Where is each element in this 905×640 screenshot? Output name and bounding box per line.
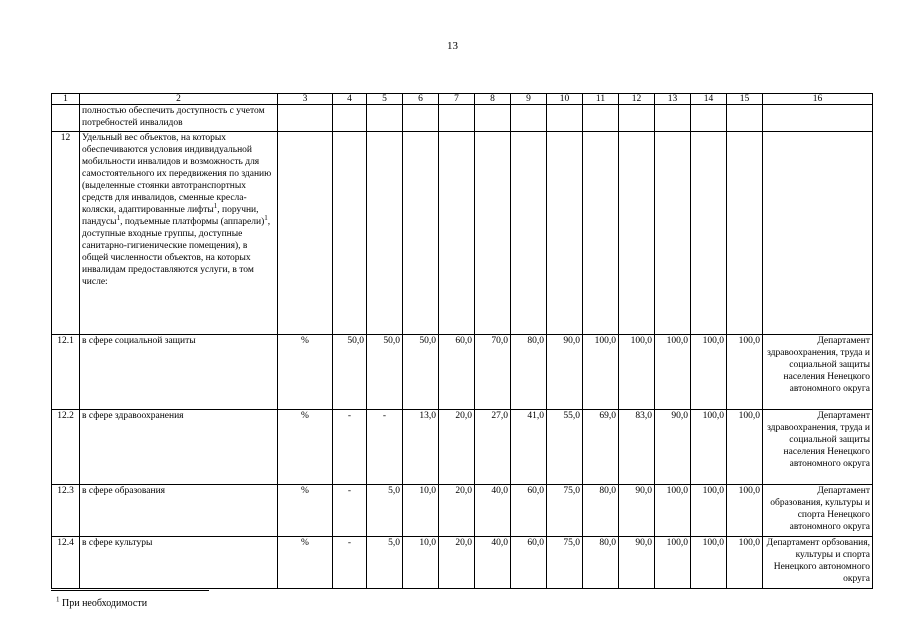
value-cell: 13,0 <box>403 410 439 485</box>
value-cell: 50,0 <box>403 335 439 410</box>
value-cell: 50,0 <box>333 335 367 410</box>
value-cell: 100,0 <box>655 537 691 589</box>
header-cell: 5 <box>367 94 403 105</box>
table-row <box>52 410 873 485</box>
table-row <box>52 537 873 589</box>
row-description: в сфере социальной защиты <box>80 335 278 410</box>
table-row-12 <box>52 132 873 335</box>
value-cell: 10,0 <box>403 537 439 589</box>
row-description: Удельный вес объектов, на которых обеспечиваются условия индивидуальной мобильности инвалидов и возможность для самостоятельного их передвижения по зданию (выделенные стоянки автотранспортных средств для инвалидов, сменные кресла-коляски, адаптированные лифты$^1$, поручни, пандусы$^1$, подъемные платформы (аппарели)$^1$, доступные входные группы, доступные санитарно-гигиенические помещения), в общей численности объектов, на которых инвалидам предоставляются услуги, в том числе: <box>80 132 278 335</box>
header-cell: 6 <box>403 94 439 105</box>
row-unit: % <box>278 537 333 589</box>
value-cell: 90,0 <box>547 335 583 410</box>
row-unit: % <box>278 410 333 485</box>
value-cell: 27,0 <box>475 410 511 485</box>
footnote-divider <box>51 590 209 591</box>
value-cell: 5,0 <box>367 537 403 589</box>
value-cell: 60,0 <box>511 485 547 537</box>
value-cell: 60,0 <box>439 335 475 410</box>
value-cell: 100,0 <box>691 485 727 537</box>
value-cell: 50,0 <box>367 335 403 410</box>
value-cell: 90,0 <box>619 485 655 537</box>
cell-num <box>52 105 80 132</box>
row-number: 12.4 <box>52 537 80 589</box>
header-cell: 12 <box>619 94 655 105</box>
row-number: 12.2 <box>52 410 80 485</box>
header-cell: 4 <box>333 94 367 105</box>
value-cell: 100,0 <box>727 485 763 537</box>
value-cell: - <box>333 485 367 537</box>
header-cell: 15 <box>727 94 763 105</box>
row-department: Департамент образования, культуры и спорта Ненецкого автономного округа <box>763 485 873 537</box>
header-row <box>52 94 873 105</box>
value-cell: 20,0 <box>439 410 475 485</box>
header-cell: 3 <box>278 94 333 105</box>
value-cell: 100,0 <box>655 485 691 537</box>
value-cell: 75,0 <box>547 485 583 537</box>
row-description: в сфере культуры <box>80 537 278 589</box>
value-cell: 100,0 <box>619 335 655 410</box>
row-department: Департамент орбзования, культуры и спорта Ненецкого автономного округа <box>763 537 873 589</box>
value-cell: 20,0 <box>439 485 475 537</box>
header-cell: 7 <box>439 94 475 105</box>
value-cell: 5,0 <box>367 485 403 537</box>
header-cell: 2 <box>80 94 278 105</box>
value-cell: 41,0 <box>511 410 547 485</box>
value-cell: 80,0 <box>583 537 619 589</box>
continuation-text: полностью обеспечить доступность с учетом потребностей инвалидов <box>80 105 278 132</box>
row-description: в сфере образования <box>80 485 278 537</box>
header-cell: 9 <box>511 94 547 105</box>
value-cell: 90,0 <box>619 537 655 589</box>
page-number: 13 <box>447 40 458 52</box>
footnote: $^1$ При необходимости <box>56 595 148 609</box>
value-cell: 100,0 <box>727 537 763 589</box>
row-number: 12.3 <box>52 485 80 537</box>
value-cell: - <box>333 410 367 485</box>
value-cell: 100,0 <box>691 537 727 589</box>
value-cell: 80,0 <box>511 335 547 410</box>
value-cell: 40,0 <box>475 485 511 537</box>
value-cell: 75,0 <box>547 537 583 589</box>
value-cell: 69,0 <box>583 410 619 485</box>
value-cell: 20,0 <box>439 537 475 589</box>
value-cell: 100,0 <box>583 335 619 410</box>
header-cell: 13 <box>655 94 691 105</box>
row-department: Департамент здравоохранения, труда и социальной защиты населения Ненецкого автономного округа <box>763 410 873 485</box>
row-unit: % <box>278 335 333 410</box>
value-cell: - <box>333 537 367 589</box>
header-cell: 14 <box>691 94 727 105</box>
value-cell: 100,0 <box>691 410 727 485</box>
value-cell: 70,0 <box>475 335 511 410</box>
indicator-table <box>51 93 873 589</box>
value-cell: 100,0 <box>655 335 691 410</box>
value-cell: 55,0 <box>547 410 583 485</box>
row-number: 12.1 <box>52 335 80 410</box>
value-cell: 83,0 <box>619 410 655 485</box>
value-cell: 90,0 <box>655 410 691 485</box>
value-cell: 100,0 <box>691 335 727 410</box>
table-row <box>52 335 873 410</box>
row-description: в сфере здравоохранения <box>80 410 278 485</box>
header-cell: 16 <box>763 94 873 105</box>
value-cell: 60,0 <box>511 537 547 589</box>
header-cell: 8 <box>475 94 511 105</box>
value-cell: 40,0 <box>475 537 511 589</box>
header-cell: 1 <box>52 94 80 105</box>
value-cell: 100,0 <box>727 410 763 485</box>
value-cell: - <box>367 410 403 485</box>
continuation-row <box>52 105 873 132</box>
header-cell: 10 <box>547 94 583 105</box>
value-cell: 100,0 <box>727 335 763 410</box>
table-row <box>52 485 873 537</box>
row-department: Департамент здравоохранения, труда и социальной защиты населения Ненецкого автономного округа <box>763 335 873 410</box>
value-cell: 80,0 <box>583 485 619 537</box>
row-number: 12 <box>52 132 80 335</box>
value-cell: 10,0 <box>403 485 439 537</box>
header-cell: 11 <box>583 94 619 105</box>
row-unit: % <box>278 485 333 537</box>
